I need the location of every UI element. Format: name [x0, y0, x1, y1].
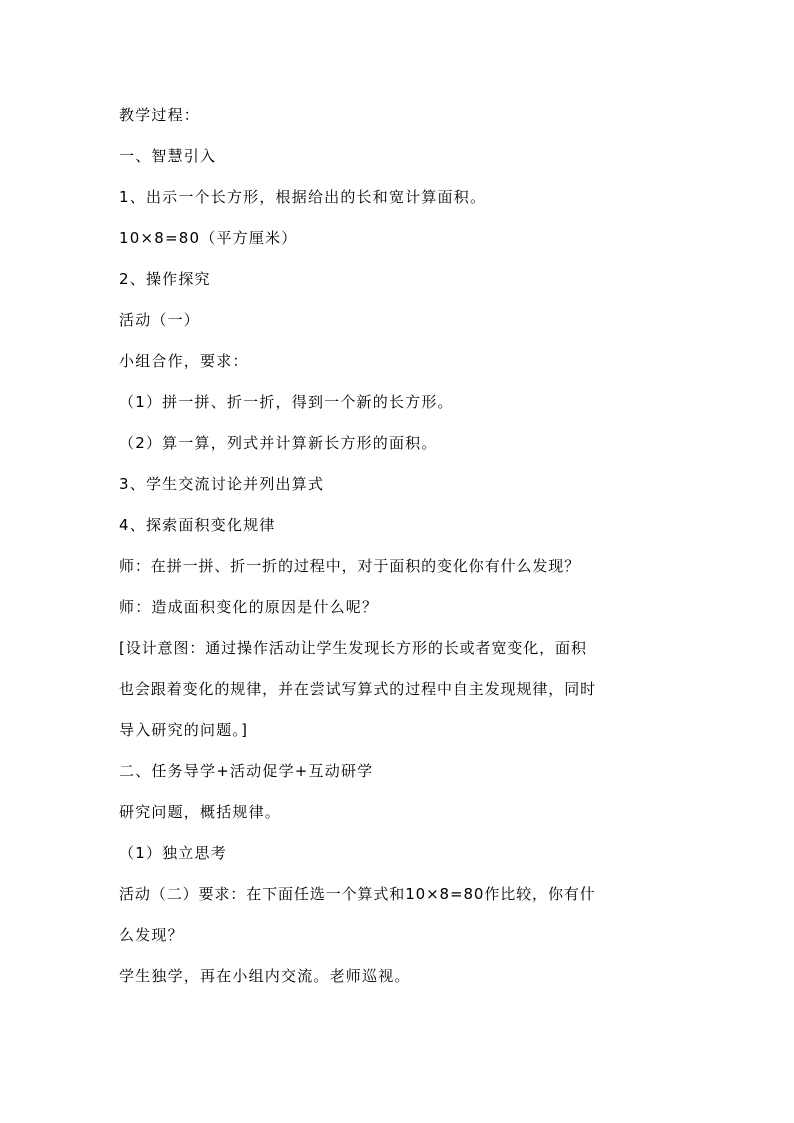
section-heading-task-guided: 二、任务导学+活动促学+互动研学	[119, 762, 374, 780]
design-intent-line-2: 也会跟着变化的规律，并在尝试写算式的过程中自主发现规律，同时	[119, 680, 597, 698]
step-3-text: 3、学生交流讨论并列出算式	[119, 475, 325, 493]
activity-2-line-1: 活动（二）要求：在下面任选一个算式和10×8=80作比较，你有什	[119, 885, 596, 903]
research-question: 研究问题，概括规律。	[119, 803, 282, 821]
teacher-question-2: 师：造成面积变化的原因是什么呢？	[119, 598, 379, 616]
teacher-question-1: 师：在拼一拼、折一折的过程中，对于面积的变化你有什么发现？	[119, 557, 581, 575]
activity-1-heading: 活动（一）	[119, 311, 201, 329]
design-intent-line-1: [设计意图：通过操作活动让学生发现长方形的长或者宽变化，面积	[119, 639, 587, 657]
step-1-text: 1、出示一个长方形，根据给出的长和宽计算面积。	[119, 188, 487, 206]
area-formula: 10×8=80（平方厘米）	[119, 229, 298, 247]
step-4-text: 4、探索面积变化规律	[119, 516, 276, 534]
independent-thinking: （1）独立思考	[119, 844, 227, 862]
group-requirements: 小组合作，要求：	[119, 352, 249, 370]
requirement-1: （1）拼一拼、折一折，得到一个新的长方形。	[119, 393, 454, 411]
student-exchange: 学生独学，再在小组内交流。老师巡视。	[119, 967, 411, 985]
design-intent-line-3: 导入研究的问题。]	[119, 721, 249, 739]
document-body	[119, 105, 684, 1007]
step-2-text: 2、操作探究	[119, 270, 211, 288]
section-heading-intro: 一、智慧引入	[119, 147, 217, 165]
requirement-2: （2）算一算，列式并计算新长方形的面积。	[119, 434, 438, 452]
activity-2-line-2: 么发现？	[119, 926, 184, 944]
section-heading-teaching-process: 教学过程：	[119, 106, 201, 124]
